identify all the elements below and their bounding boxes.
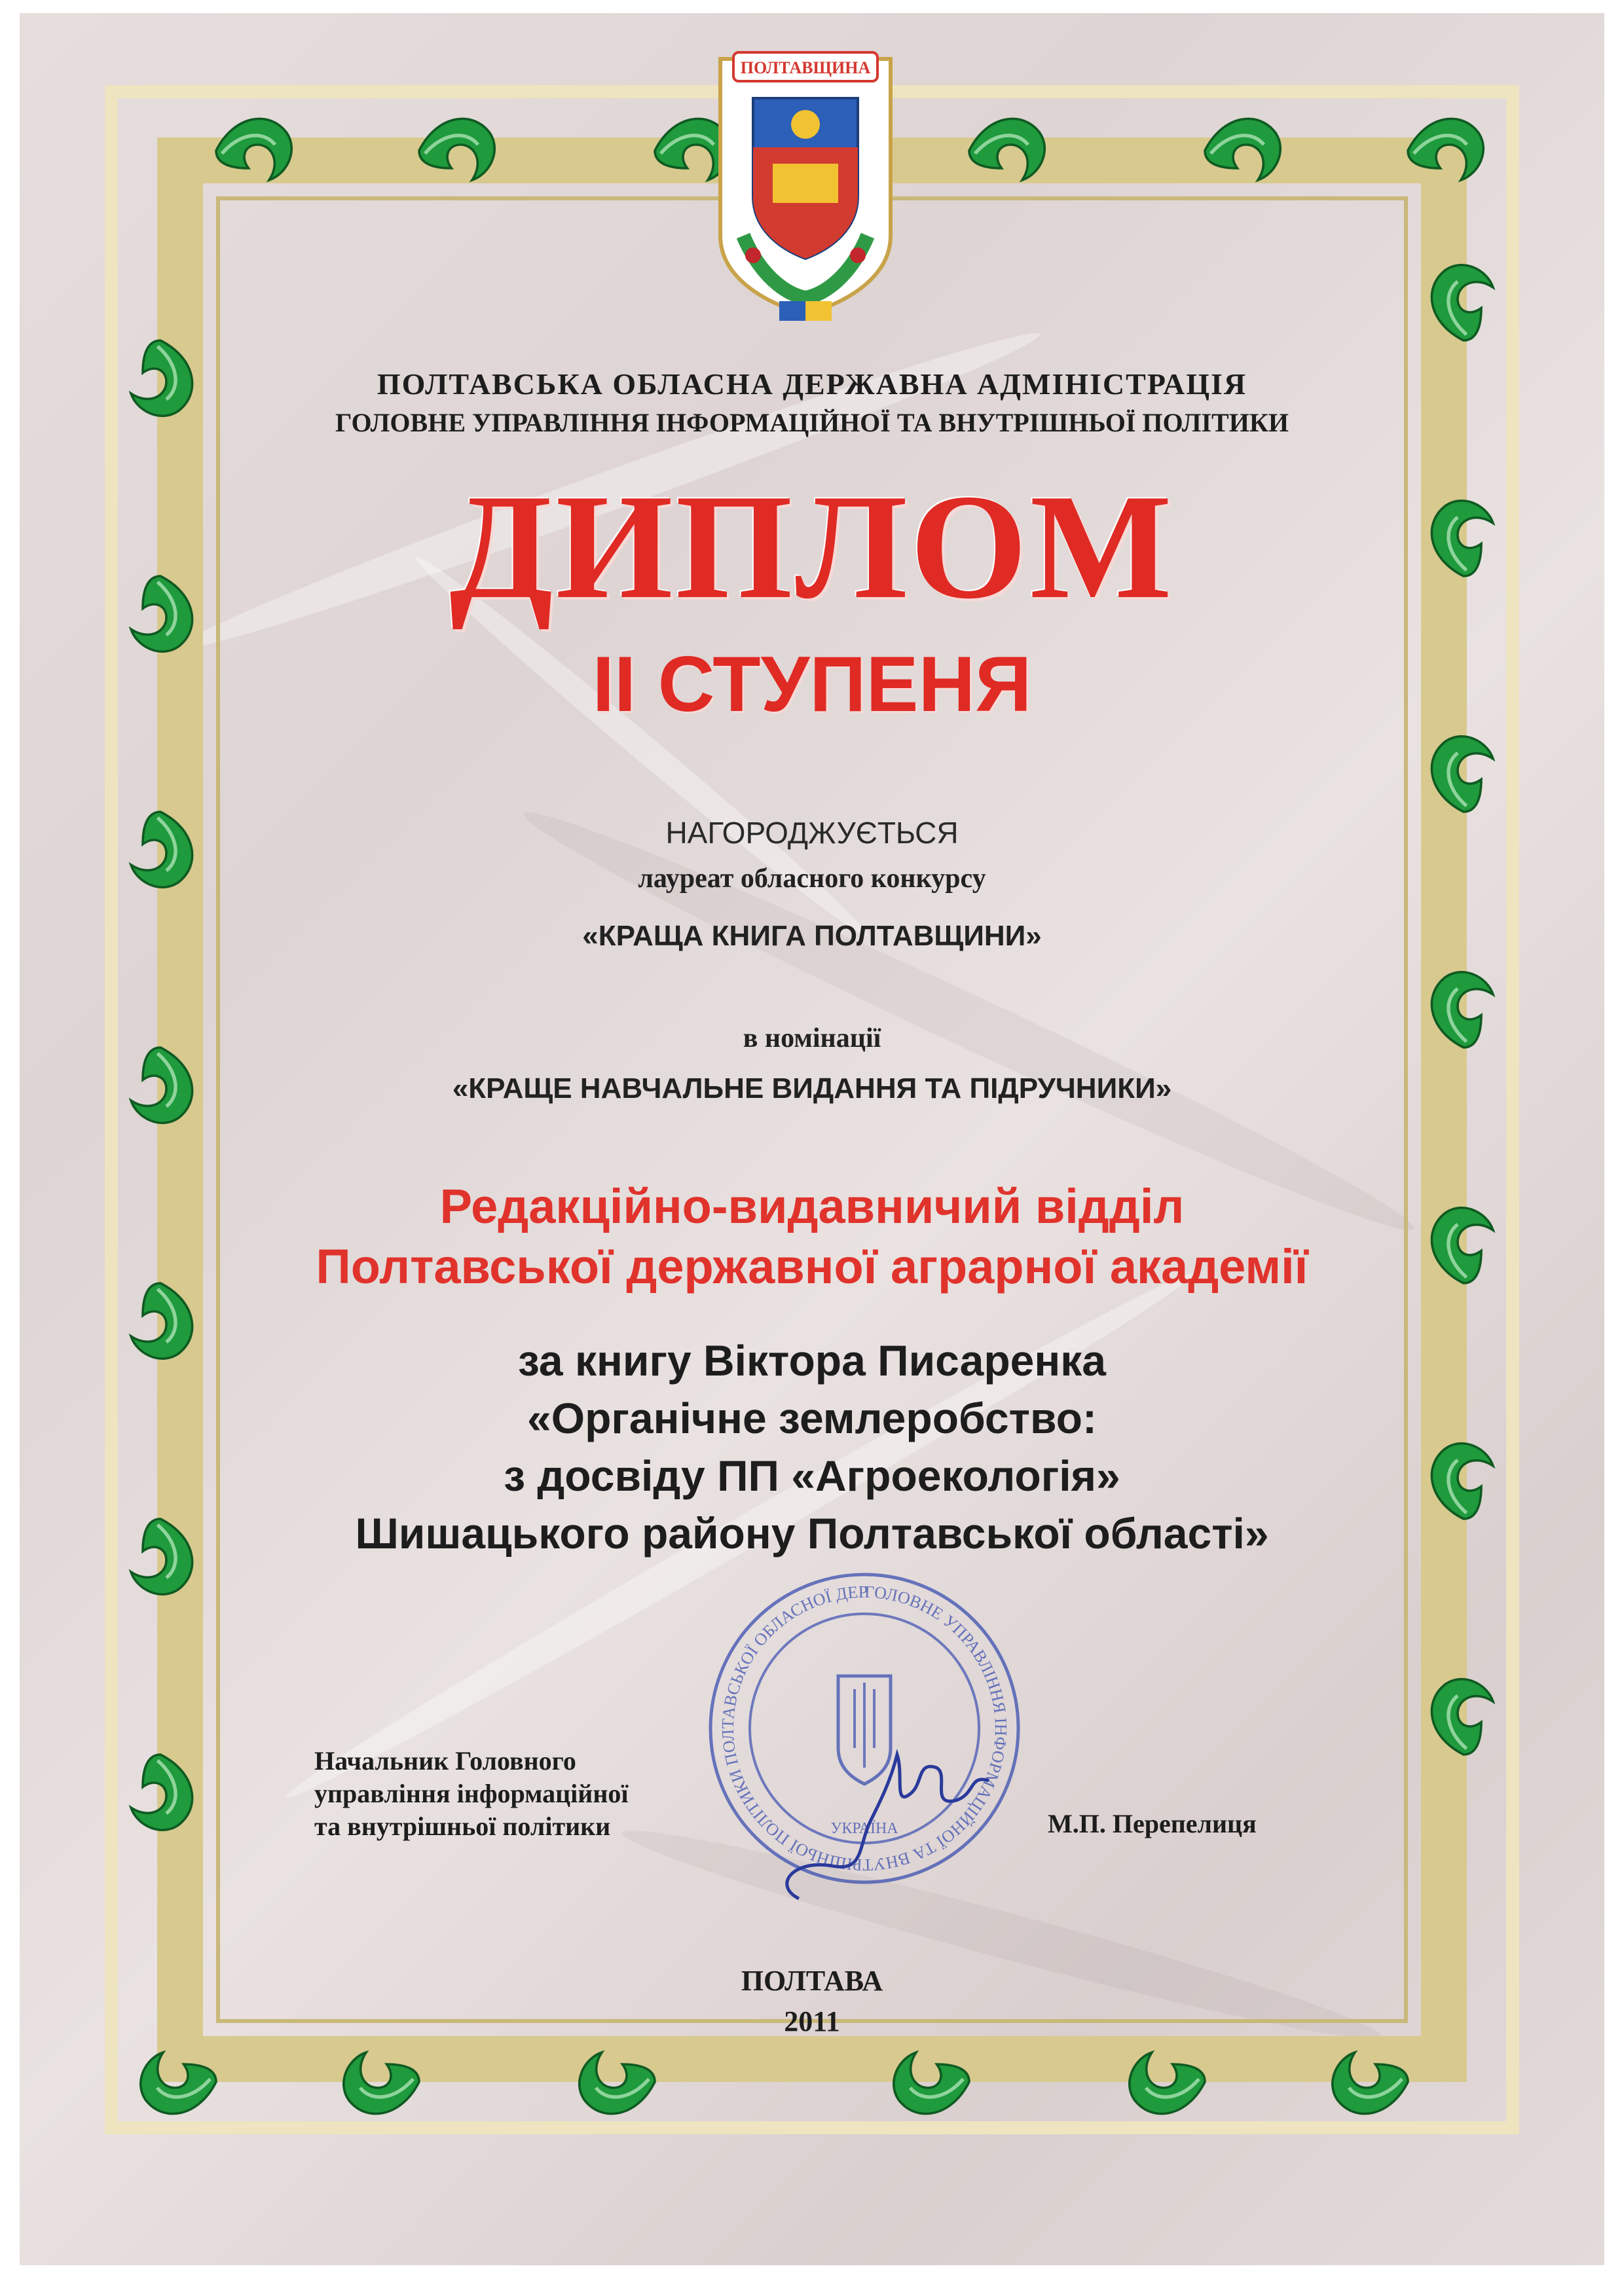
stamp-ring-text: ГОЛОВНЕ УПРАВЛІННЯ ІНФОРМАЦІЙНОЇ ТА ВНУТРІШНЬОЇ ПОЛІТИКИ ПОЛТАВСЬКОЇ ОБЛАСНОЇ ДЕР (718, 1582, 1011, 1875)
contest-name: «КРАЩА КНИГА ПОЛТАВЩИНИ» (582, 920, 1042, 952)
green-leaf-ornament (131, 340, 193, 416)
nomination-label: в номінації (743, 1023, 881, 1053)
green-leaf-ornament (131, 1048, 193, 1123)
stamp-icon (694, 1558, 1035, 1925)
emblem-banner: ПОЛТАВЩИНА (740, 58, 871, 77)
laureate-text: лауреат обласного конкурсу (638, 864, 986, 894)
green-leaf-ornament (1431, 972, 1493, 1048)
green-leaf-ornament (580, 2052, 655, 2114)
year: 2011 (784, 2005, 840, 2037)
green-leaf-ornament (894, 2052, 969, 2114)
official-stamp (694, 1558, 1035, 1925)
department-name: ГОЛОВНЕ УПРАВЛІННЯ ІНФОРМАЦІЙНОЇ ТА ВНУТРІШНЬОЇ ПОЛІТИКИ (335, 408, 1289, 437)
green-leaf-ornament (131, 812, 193, 887)
green-leaf-ornament (969, 118, 1044, 180)
signer-position-line: Начальник Головного (314, 1746, 576, 1776)
book-line: з досвіду ПП «Агроекологія» (504, 1451, 1120, 1500)
book-line: «Органічне землеробство: (527, 1394, 1097, 1442)
organization-name: ПОЛТАВСЬКА ОБЛАСНА ДЕРЖАВНА АДМІНІСТРАЦІЯ (377, 367, 1247, 401)
awarded-text: НАГОРОДЖУЄТЬСЯ (665, 816, 959, 850)
signer-position-line: та внутрішньої політики (314, 1812, 611, 1841)
green-leaf-ornament (141, 2052, 216, 2114)
nomination-name: «КРАЩЕ НАВЧАЛЬНЕ ВИДАННЯ ТА ПІДРУЧНИКИ» (452, 1072, 1172, 1104)
green-leaf-ornament (344, 2052, 419, 2114)
coat-of-arms-emblem (681, 39, 930, 354)
green-leaf-ornament (1431, 1679, 1493, 1755)
green-leaf-ornament (216, 118, 291, 180)
green-leaf-ornament (1431, 1208, 1493, 1283)
green-leaf-ornament (1431, 265, 1493, 340)
green-leaf-ornament (1408, 118, 1483, 180)
coat-of-arms-icon (681, 39, 930, 354)
green-leaf-ornament (1205, 118, 1280, 180)
recipient-line: Редакційно-видавничий відділ (439, 1179, 1185, 1233)
book-line: Шишацького району Полтавської області» (355, 1509, 1269, 1558)
diploma-degree: ІІ СТУПЕНЯ (592, 640, 1032, 728)
green-leaf-ornament (131, 576, 193, 651)
signer-position-line: управління інформаційної (314, 1779, 629, 1808)
green-leaf-ornament (419, 118, 494, 180)
green-leaf-ornament (1431, 737, 1493, 812)
book-line: за книгу Віктора Писаренка (518, 1336, 1106, 1385)
green-leaf-ornament (1431, 501, 1493, 576)
stamp-country: УКРАЇНА (830, 1820, 898, 1837)
green-leaf-ornament (1333, 2052, 1408, 2114)
green-leaf-ornament (1431, 1444, 1493, 1519)
green-leaf-ornament (131, 1283, 193, 1358)
signer-position (314, 1745, 773, 1843)
green-leaf-ornament (1130, 2052, 1205, 2114)
signer-name: М.П. Перепелиця (1048, 1809, 1257, 1838)
green-leaf-ornament (131, 1519, 193, 1594)
diploma-title: ДИПЛОМ (449, 463, 1175, 630)
recipient-line: Полтавської державної аграрної академії (316, 1239, 1308, 1294)
city: ПОЛТАВА (741, 1965, 883, 1997)
green-leaf-ornament (131, 1755, 193, 1830)
